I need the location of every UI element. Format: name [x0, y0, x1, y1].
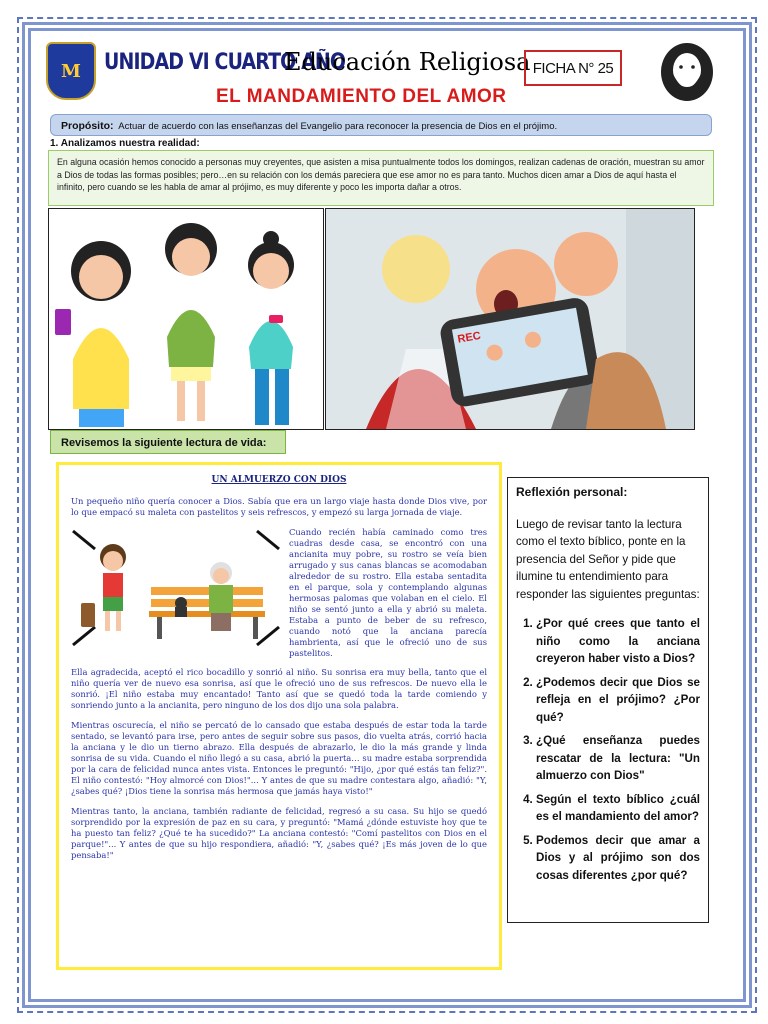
bullying-phone-illustration — [325, 208, 695, 430]
unit-title: UNIDAD VI CUARTO AÑO — [104, 50, 346, 75]
worksheet — [40, 38, 730, 988]
story-paragraph-1: Un pequeño niño quería conocer a Dios. Sabía que era un largo viaje hasta donde Dios vive, por lo que empacó su maleta con pastelitos y seis refrescos, y empezó su larga jornada de viaje. — [71, 496, 487, 517]
reality-text-box: En alguna ocasión hemos conocido a personas muy creyentes, que asisten a misa puntualmente todos los domingos, realizan cadenas de oración, muestran su amor a Dios de todas las formas posibles; pero…en su relación con los demás pareciera que ese amor no es para tanto. Muchos dicen amar a Dios de aquí hasta el infinito, pero cuando se les habla de amar al prójimo, es muy diferente y poco les importa dañar a otros. — [48, 150, 714, 206]
jesus-portrait-icon — [656, 40, 718, 102]
question-2: 2. ¿Podemos decir que Dios se refleja en el prójimo? ¿Por qué? — [536, 674, 700, 727]
reflection-intro: Luego de revisar tanto la lectura como el texto bíblico, ponte en la presencia del Señor y pide que ilumine tu entendimiento para responder las siguientes preguntas: — [516, 517, 700, 601]
question-4: 4. Según el texto bíblico ¿cuál es el mandamiento del amor? — [536, 791, 700, 826]
gossiping-girls-illustration — [48, 208, 324, 430]
reflection-box — [507, 477, 709, 923]
story-illustrated-block — [71, 527, 487, 659]
phone-rec-label: REC — [456, 329, 482, 346]
reflection-questions — [516, 615, 700, 884]
question-3: 3. ¿Qué enseñanza puedes rescatar de la lectura: "Un almuerzo con Dios" — [536, 732, 700, 785]
story-paragraph-3: Ella agradecida, aceptó el rico bocadillo y sonrió al niño. Su sonrisa era muy bella, tanto que el niño quería ver de nuevo esa sonrisa, así que le ofreció uno de sus refrescos. De nuevo ella le sonrió. ¡El niño estaba muy encantado! Tanto así que se quedó toda la tarde comiendo y sonriendo junto a la ancianita, pero ninguno de los dos dijo una sola palabra. — [71, 667, 487, 710]
subject-title: Educación Religiosa — [284, 48, 531, 76]
section-heading-analizamos: 1. Analizamos nuestra realidad: — [50, 138, 200, 149]
story-paragraph-2: Cuando recién había caminado como tres cuadras desde casa, se encontró con una ancianita muy pobre, su rostro se veía bien arrugado y sus canas blancas se acomodaban alrededor de su rostro. Ella estaba sentadita en el parque, sola y contemplando algunas hermosas palomas que volaban en el cielo. El niño se sentó junto a ella y abrió su maleta. Estaba a punto de beber de su refresco, cuando notó que la anciana parecía hambrienta, así que le ofreció uno de sus pastelitos. — [289, 527, 487, 658]
reflection-title: Reflexión personal: — [516, 485, 628, 499]
story-paragraph-4: Mientras oscurecía, el niño se percató de lo cansado que estaba después de estar toda la tarde sentado, se levantó para irse, pero antes de seguir sobre sus pasos, dio vuelta atrás, corrió hacia la anciana y le dio un tierno abrazo. Ella después de abrazarlo, le dio la más grande y linda sonrisa de su vida. Cuando el niño llegó a su casa, abrió la puerta… su madre estaba sorprendida por la cara de felicidad nunca antes vista. Entonces le preguntó: "Hijo, ¿por qué estás tan feliz?". El niño contestó: "Hoy almorcé con Dios!"... Y antes de que su madre contestara algo, añadió: "Y, ¿sabes qué? ¡Dios tiene la sonrisa más hermosa que jamás haya visto!" — [71, 720, 487, 796]
story-title: UN ALMUERZO CON DIOS — [211, 475, 347, 485]
page-title: EL MANDAMIENTO DEL AMOR — [216, 86, 507, 107]
worksheet-number: FICHA N° 25 — [524, 50, 622, 86]
purpose-text: Actuar de acuerdo con las enseñanzas del Evangelio para reconocer la presencia de Dios en el prójimo. — [118, 121, 558, 132]
school-crest-icon: M — [46, 42, 96, 100]
story-paragraph-5: Mientras tanto, la anciana, también radiante de felicidad, regresó a su casa. Su hijo se quedó sorprendido por la expresión de paz en su cara, y preguntó: "Mamá ¿dónde estuviste hoy que te ha puesto tan feliz? ¿Qué te ha sucedido?" La anciana contestó: "Comí pastelitos con Dios en el parque!"... Y antes de que su hijo respondiera, añadió: "Y, ¿sabes qué? ¡Es más joven de lo que pensaba!" — [71, 806, 487, 860]
purpose-bar — [50, 114, 712, 136]
story-box — [56, 462, 502, 970]
question-5: 5. Podemos decir que amar a Dios y al prójimo son dos cosas diferentes ¿por qué? — [536, 832, 700, 885]
question-1: 1. ¿Por qué crees que tanto el niño como la anciana creyeron haber visto a Dios? — [536, 615, 700, 668]
section-heading-revisemos: Revisemos la siguiente lectura de vida: — [50, 430, 286, 454]
park-bench-illustration — [71, 527, 281, 649]
purpose-label: Propósito: — [61, 120, 114, 132]
